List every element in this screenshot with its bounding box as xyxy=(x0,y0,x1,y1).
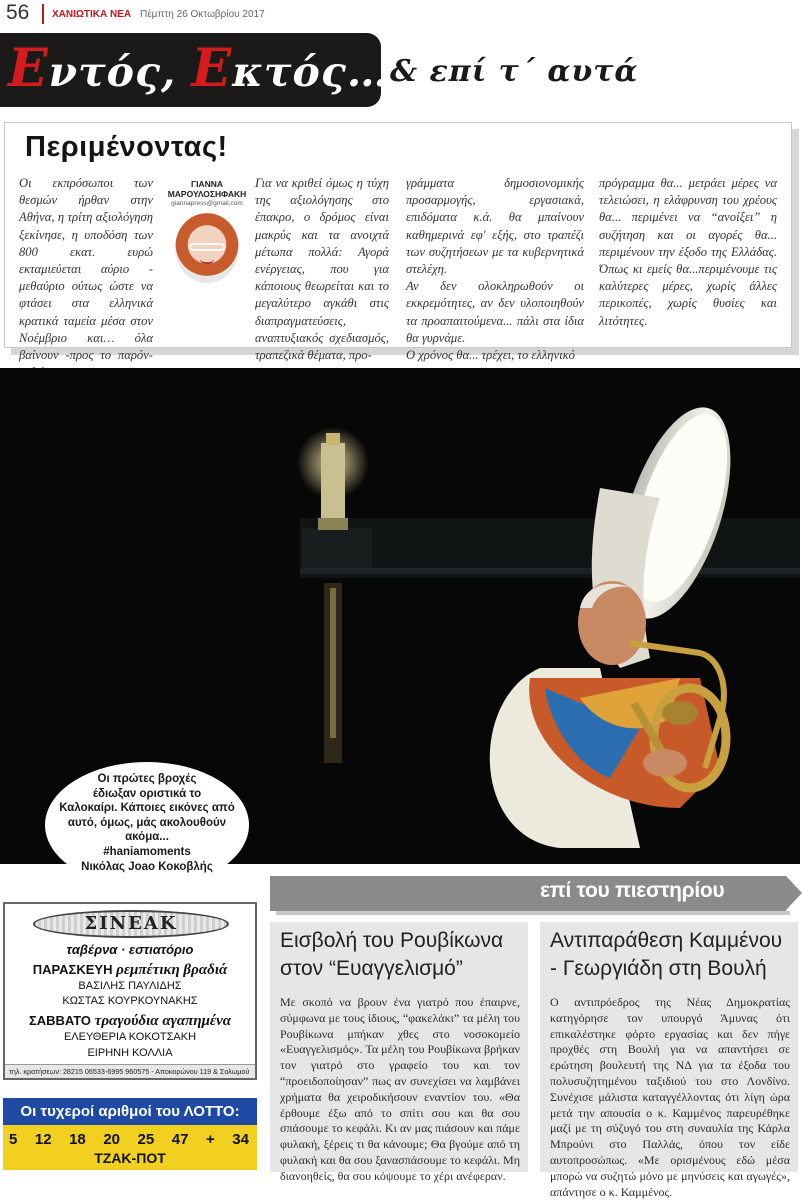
issue-date: Πέμπτη 26 Οκτωβρίου 2017 xyxy=(140,9,265,20)
paper-name: ΧΑΝΙΩΤΙΚΑ ΝΕΑ xyxy=(52,9,132,20)
caption-line: αυτό, όμως, μάς ακολουθούν xyxy=(67,816,227,829)
author-box xyxy=(165,179,249,283)
glasses-icon xyxy=(189,243,225,251)
ad-event-day: ΣΑΒΒΑΤΟ xyxy=(28,1013,92,1028)
ad-logo: ΣΙΝΕΑΚ xyxy=(33,910,229,938)
article-rouvikonas xyxy=(270,922,528,1183)
column-title: Περιμένοντας! xyxy=(25,131,228,163)
photo-credit: Νικόλας Joao Κοκοβλής xyxy=(81,860,213,873)
article-body: Με σκοπό να βρουν ένα γιατρό που έπαιρνε, σύμφωνα με τους ίδιους, “φακελάκι” τα μέλη του Ρουβίκωνα μπήκαν χθες στο νοσοκομείο «Ευαγγελισμός». Τα μέλη του Ρουβίκωνα βρήκαν τον γιατρό στο γραφείο του και τον “προειδοποίησαν” πως αν συνεχίσει να λαμβάνει χρήματα θα χειροδικήσουν εναντίον του. «Θα έρθουμε έξω από το σπίτι σου και θα σου σπάσουμε το κεφάλι. Κι αν μας πιάσουν και πάμε φυλακή, ξέρεις τι θα κάνουμε; Θα βγούμε από τη φυλακή και θα σου ξανασπάσουμε το κεφάλι. Μη διανοηθείς, θα σου κόψουμε το χέρι ανέφεραν. xyxy=(280,995,520,1183)
section-title-word-2: κτός… xyxy=(232,48,389,96)
opinion-column xyxy=(4,122,792,363)
photo-caption xyxy=(45,762,249,888)
press-section-label: επί του πιεστηρίου xyxy=(540,879,725,902)
lotto-plus: + xyxy=(205,1131,215,1148)
lotto-bonus-number: 34 xyxy=(232,1131,249,1148)
section-subtitle: & επί τ΄ αυτά xyxy=(390,54,639,89)
page-number: 56 xyxy=(6,1,30,24)
lotto-number: 18 xyxy=(69,1131,86,1148)
ad-event-friday xyxy=(5,962,255,979)
ad-event-desc: ρεμπέτικη βραδιά xyxy=(116,962,228,978)
author-name-last: ΜΑΡΟΥΛΟΣΗΦΑΚΗ xyxy=(167,189,247,199)
ad-contact: τηλ. κρατήσεων: 28215 06533-6995 960575 - Αποκορώνου 119 & Σολωμού xyxy=(5,1064,255,1078)
ad-event-desc: τραγούδια αγαπημένα xyxy=(94,1013,232,1029)
lotto-numbers xyxy=(3,1125,257,1148)
smile-icon xyxy=(200,259,214,264)
ad-performer: ΕΙΡΗΝΗ ΚΟΛΛΙΑ xyxy=(87,1047,173,1059)
column-text-3: γράμματα δημοσιονομικής προσαρμογής, εργασιακά, επιδόματα κ.ά. θα μπαίνουν καθημερινά εφ' εξής, στο τραπέζι των συζητήσεων με τα κυβερνητικά στελέχη. Αν δεν ολοκληρωθούν οι εκκρεμότητες, αν δεν υλοποιηθούν τα προαπαιτούμενα... πάλι στα ίδια θα γυρνάμε. Ο χρόνος θα... τρέχει, το ελληνικό xyxy=(406,176,584,363)
author-photo xyxy=(175,213,239,283)
ad-subtitle: ταβέρνα · εστιατόριο xyxy=(66,942,194,957)
lotto-number: 25 xyxy=(137,1131,155,1148)
lotto-number: 5 xyxy=(9,1131,18,1148)
column-text-2: Για να κριθεί όμως η τύχη της αξιολόγησης στο έπακρο, ο δρόμος είναι μακρύς και τα ανοιχτά μέτωπα πολλά: Αγορά ενέργειας, που για κάποιους θεωρείται και το μεγαλύτερο αγκάθι στις διαπραγματεύσεις, αναπτυξιακός σχεδιασμός, τραπεζικά θέματα, προ- xyxy=(255,176,389,363)
caption-line: ακόμα... xyxy=(125,831,169,844)
ad-performer: ΚΩΣΤΑΣ ΚΟΥΡΚΟΥΝΑΚΗΣ xyxy=(62,995,198,1007)
section-title-initial-1: Ε xyxy=(8,38,49,99)
lotto-jackpot: ΤΖΑΚ-ΠΟΤ xyxy=(94,1150,166,1166)
ad-performer: ΕΛΕΥΘΕΡΙΑ ΚΟΚΟΤΣΑΚΗ xyxy=(63,1031,197,1043)
author-name-first: ΓΙΑΝΝΑ xyxy=(190,179,224,189)
tavern-advertisement xyxy=(3,902,257,1080)
lotto-number: 47 xyxy=(171,1131,189,1148)
caption-line: Καλοκαίρι. Κάποιες εικόνες από xyxy=(59,802,235,815)
header-divider xyxy=(42,4,44,24)
section-title-word-1: ντός, xyxy=(48,48,192,96)
lotto-number: 12 xyxy=(34,1131,52,1148)
column-text-4: πρόγραμμα θα... μετράει μέρες να τελειώσει, η ελάφρυνση του χρέους θα... περιμένει να “ανοίξει” η συζήτηση και οι αγορές θα... περιμένουν την έξοδο της Ελλάδας. Όπως κι εμείς θα...περιμένουμε τις καλύτερες μέρες, χωρίς άλλες περικοπές, χωρίς θυσίες και λιτότητες. xyxy=(599,176,777,328)
press-bar-shadow xyxy=(276,911,790,915)
ad-event-day: ΠΑΡΑΣΚΕΥΗ xyxy=(32,962,113,977)
lotto-box xyxy=(3,1098,257,1170)
article-body: Ο αντιπρόεδρος της Νέας Δημοκρατίας κατηγόρησε τον υπουργό Άμυνας ότι επικαλέστηκε φόρτο εργασίας και δεν πήγε προχθές στη Βουλή για να απαντήσει σε ερώτηση βουλευτή της ΝΔ για τα έξοδα του πολυσυζητημένου ταξιδιού του στο Λονδίνο. Συνέχισε μάλιστα καταγγέλλοντας ότι λίγη ώρα μετά την απουσία ο κ. Καμμένος παρευρέθηκε μαζί με τη σύζυγό του στη συναυλία της Κάρλα Μπρούνι στο Παλλάς, όπου τον είδε αυτοπροσώπως. «Με ορισμένους εδώ μέσα μπορώ να συζητώ μόνο με μηνύσεις και αγωγές», απάντησε ο κ. Καμμένος. xyxy=(550,995,790,1199)
column-text-1: Οι εκπρόσωποι των θεσμών ήρθαν στην Αθήνα, η τρίτη αξιολόγηση ξεκίνησε, η υποδόση των 800 εκατ. ευρώ εκταμιεύεται αύριο - μεθαύριο ούτως ώστε να φτάσει στα ελληνικά κρατικά ταμεία μέσα στον Νοέμβριο και… όλα βαίνουν -προς το παρόν- xyxy=(19,176,153,363)
ad-event-saturday xyxy=(5,1013,255,1030)
page-header xyxy=(0,0,800,30)
article-kammenos xyxy=(540,922,798,1199)
article-title: Εισβολή του Ρουβίκωνα στον “Ευαγγελισμό” xyxy=(280,929,504,980)
article-title: Αντιπαράθεση Καμμένου - Γεωργιάδη στη Βουλή xyxy=(550,929,783,980)
ad-performer: ΒΑΣΙΛΗΣ ΠΑΥΛΙΔΗΣ xyxy=(78,980,182,992)
section-title-initial-2: Ε xyxy=(191,38,233,99)
lotto-heading: Οι τυχεροί αριθμοί του ΛΟΤΤΟ: xyxy=(3,1098,257,1125)
section-title xyxy=(8,38,389,99)
caption-hashtag: #haniamoments xyxy=(103,845,191,858)
lotto-number: 20 xyxy=(103,1131,120,1148)
caption-line: Οι πρώτες βροχές xyxy=(97,773,197,785)
caption-line: έδιωξαν οριστικά το xyxy=(92,787,202,800)
author-email[interactable]: giannapress@gmail.com xyxy=(171,200,243,207)
